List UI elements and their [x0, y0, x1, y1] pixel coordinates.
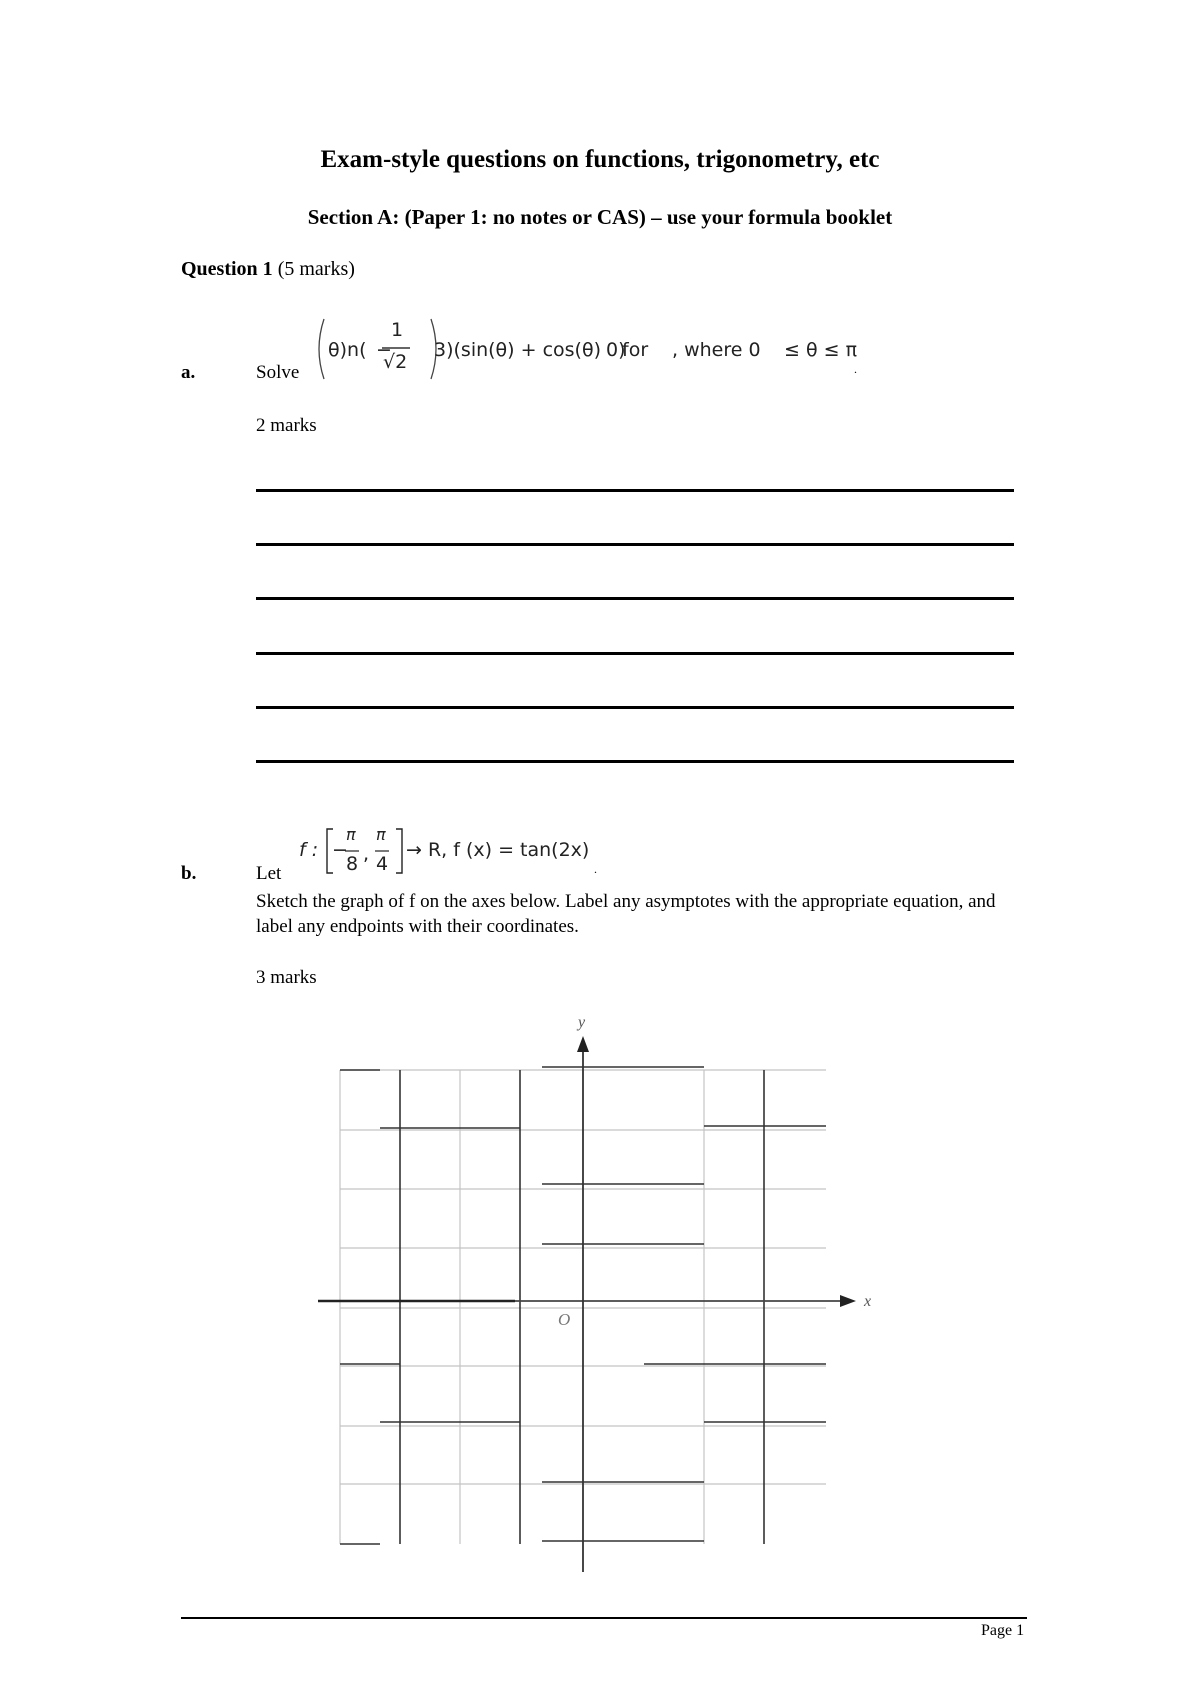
- x-axis-label: x: [864, 1293, 872, 1310]
- page-title: Exam-style questions on functions, trigonometry, etc: [320, 146, 880, 173]
- eq-middle: 3)(sin(θ) + cos(θ): [434, 339, 602, 361]
- eq-fraction-den: √2: [383, 351, 408, 373]
- part-b-marks: 3 marks: [256, 967, 317, 988]
- x-axis: [318, 1295, 856, 1307]
- part-b-instruction: Let: [256, 863, 282, 884]
- question-label: Question 1: [181, 258, 273, 280]
- eq-for: for: [622, 339, 649, 361]
- domain-upper-den: 4: [376, 853, 389, 875]
- eq-minus: −: [376, 339, 392, 361]
- domain-minus: −: [332, 839, 348, 861]
- part-a-marks: 2 marks: [256, 415, 317, 436]
- part-a-instruction: Solve: [256, 362, 300, 383]
- function-name: f :: [299, 839, 319, 861]
- domain-lower-num: π: [346, 825, 356, 844]
- y-axis: [577, 1036, 589, 1572]
- eq-fraction-num: 1: [391, 319, 404, 341]
- part-b-label: b.: [181, 863, 197, 884]
- eq-range: ≤ θ ≤ π: [784, 339, 858, 361]
- x-axis-arrow-icon: [840, 1295, 856, 1307]
- function-codomain: → R, f (x) = tan(2x): [406, 839, 590, 861]
- origin-label: O: [558, 1310, 571, 1329]
- y-axis-arrow-icon: [577, 1036, 589, 1052]
- part-a-period: .: [854, 362, 857, 376]
- eq-zero: 0): [606, 339, 626, 361]
- footer-rule: [181, 1617, 1027, 1619]
- part-b-period: .: [594, 862, 597, 876]
- domain-lower-den: 8: [346, 853, 359, 875]
- page-number: Page 1: [981, 1622, 1025, 1639]
- part-a-label: a.: [181, 362, 196, 383]
- domain-upper-num: π: [376, 825, 386, 844]
- y-axis-label: y: [578, 1014, 586, 1031]
- eq-where: , where 0: [672, 339, 761, 361]
- eq-lhs: θ)n(: [328, 339, 367, 361]
- part-b-task: Sketch the graph of f on the axes below. Label any asymptotes with the appropriate equation, and label any endpoints with their coordinates.: [256, 891, 996, 937]
- section-heading: Section A: (Paper 1: no notes or CAS) – use your formula booklet: [307, 205, 893, 229]
- domain-comma: ,: [363, 843, 370, 865]
- question-marks: (5 marks): [277, 258, 355, 280]
